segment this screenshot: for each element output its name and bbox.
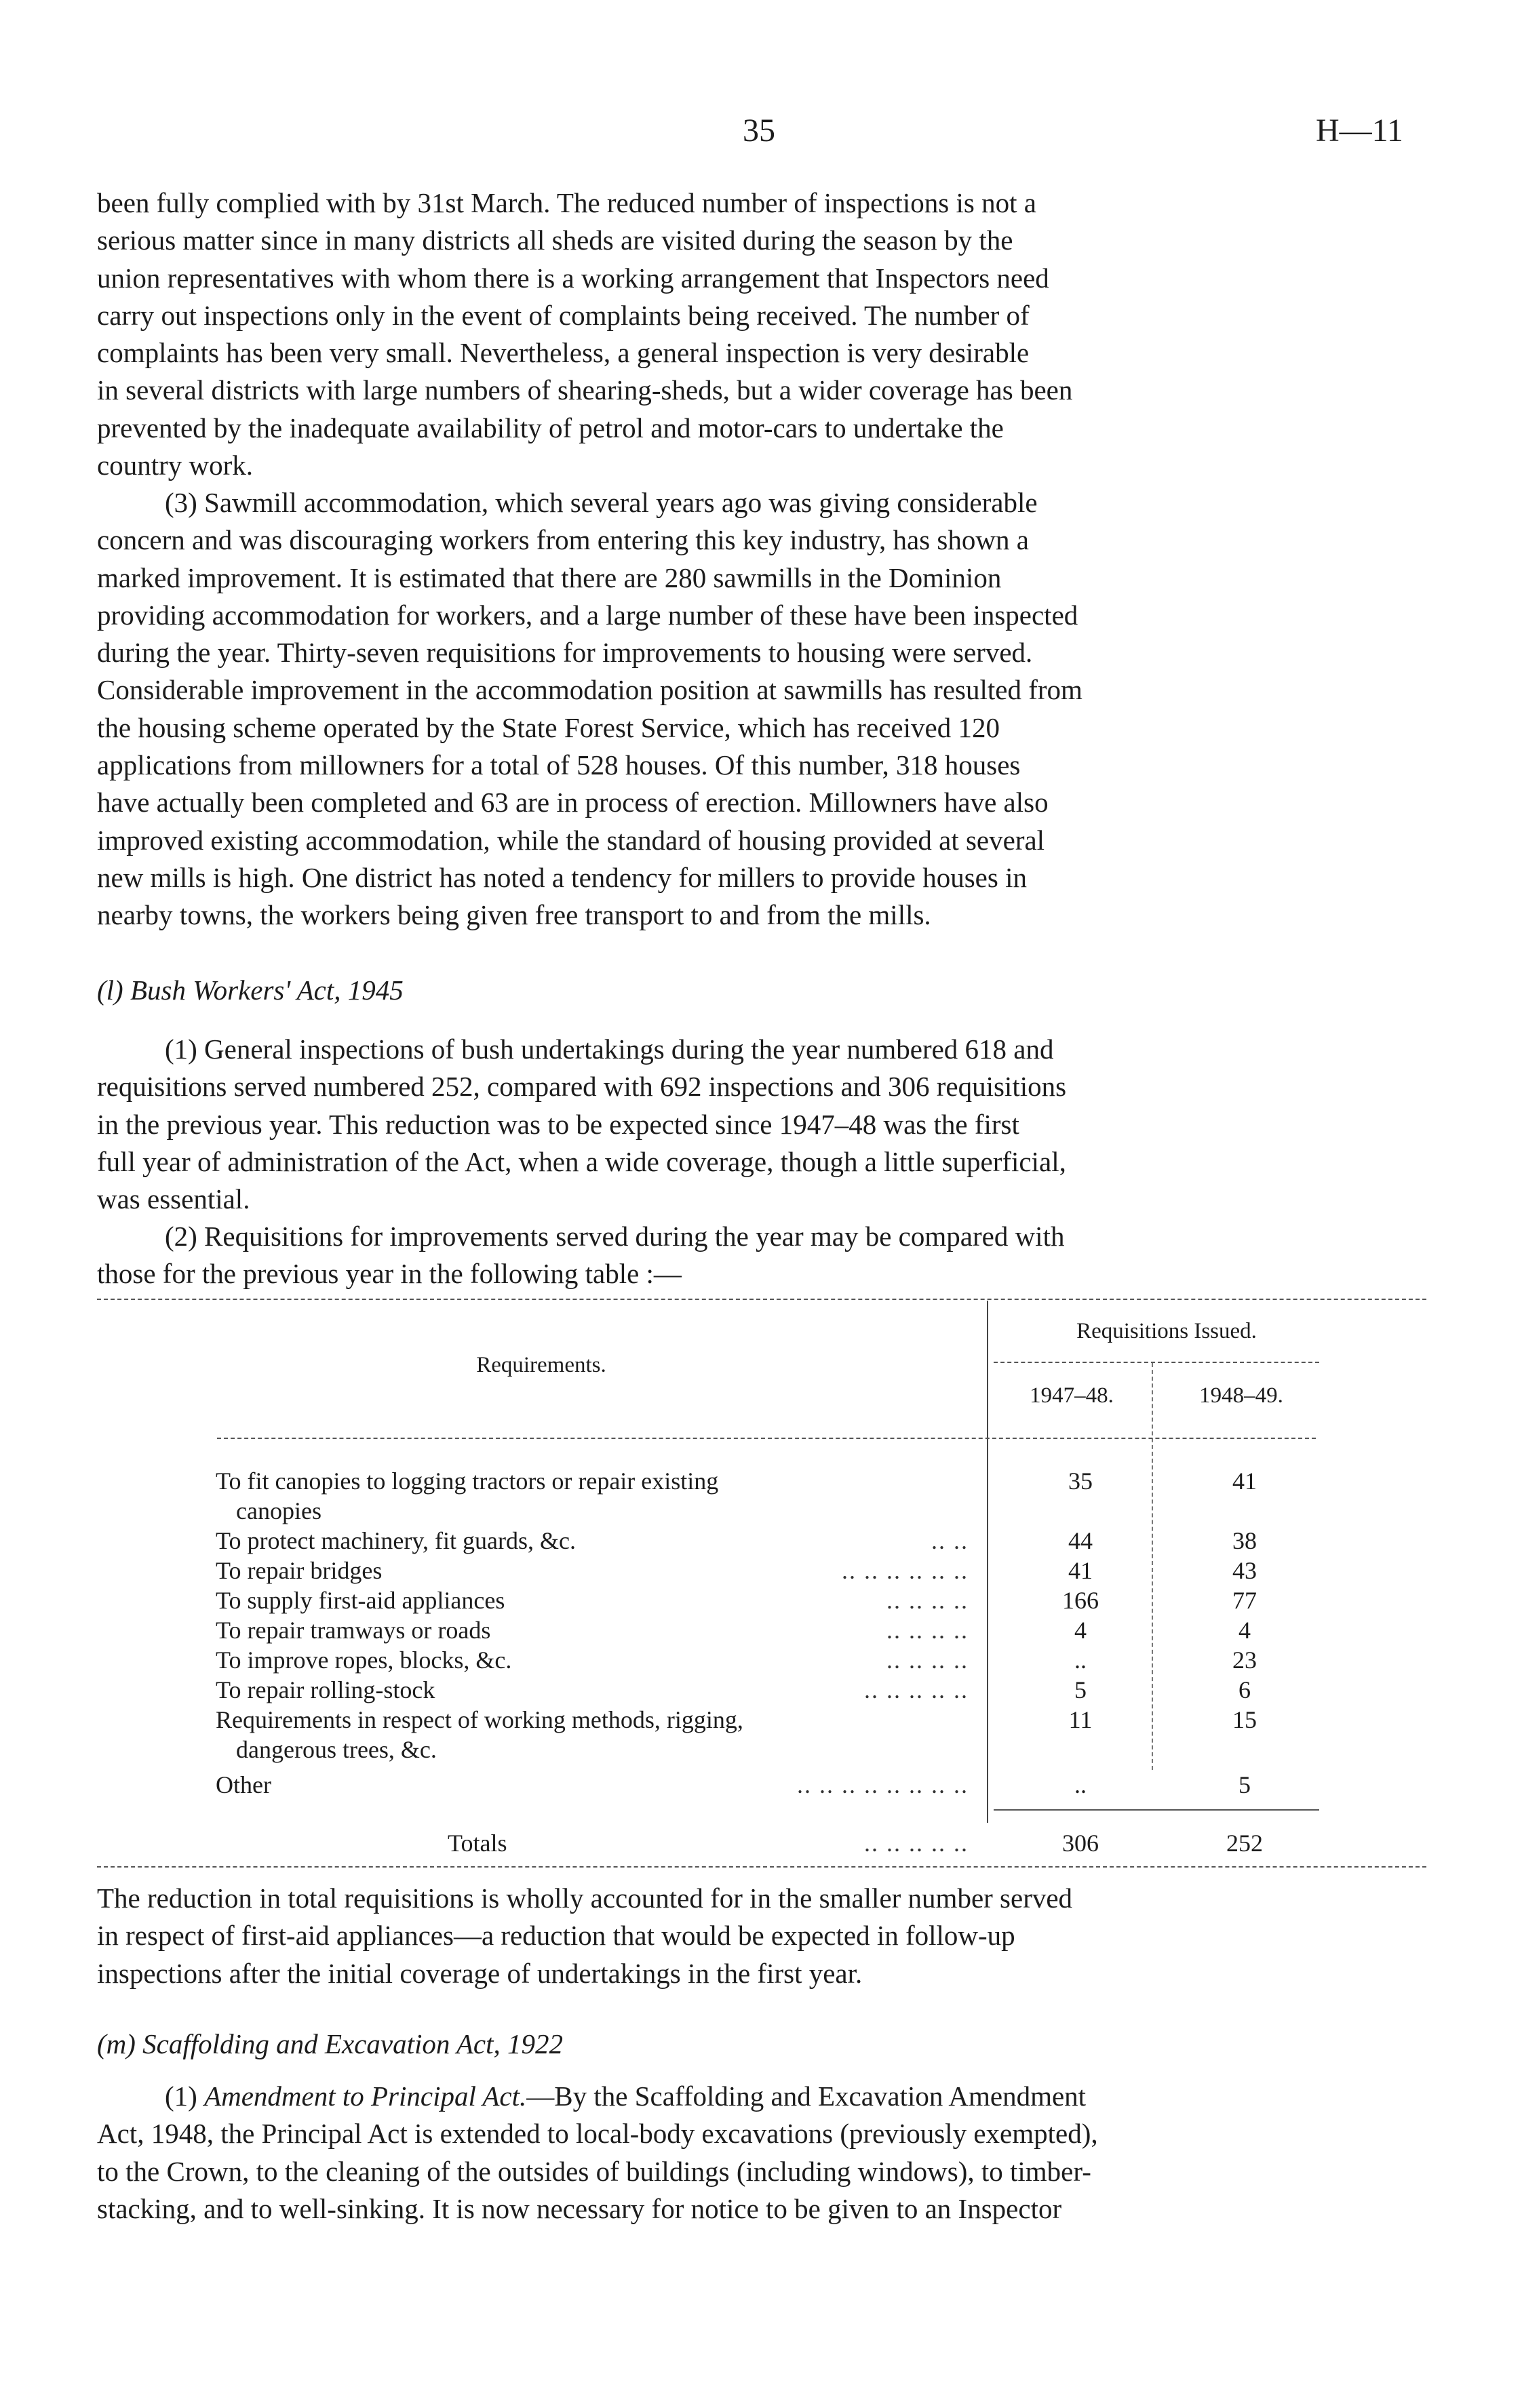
paragraph-bush-2 [97, 1218, 1440, 1293]
table-totals-label: Totals .. .. .. .. .. [448, 1830, 969, 1857]
text-line: carry out inspections only in the event of complaints being received. The number of [97, 299, 1030, 331]
table-top-rule [97, 1299, 1426, 1300]
row-label: To supply first-aid appliances [216, 1587, 505, 1614]
subheader-rule [994, 1362, 1319, 1363]
table-cell-1947: 4 [1074, 1617, 1087, 1644]
table-total-1948: 252 [1226, 1830, 1263, 1857]
row-label: To improve ropes, blocks, &c. [216, 1646, 512, 1674]
table-row-label: Other .. .. .. .. .. .. .. .. [216, 1771, 969, 1798]
table-cell-1948: 41 [1232, 1467, 1257, 1495]
text-line: in several districts with large numbers of shearing-sheds, but a wider coverage has been [97, 374, 1073, 406]
row-label: Other [216, 1771, 271, 1798]
column-header-requisitions: Requisitions Issued. [1076, 1319, 1257, 1343]
text-line: Act, 1948, the Principal Act is extended to local-body excavations (previously exempted), [97, 2118, 1098, 2150]
section-letter: (m) [97, 2028, 136, 2059]
text-line: new mills is high. One district has noted a tendency for millers to provide houses in [97, 861, 1027, 893]
text-line: prevented by the inadequate availability of petrol and motor-cars to undertake the [97, 412, 1004, 443]
header-bottom-rule [217, 1438, 1316, 1439]
paragraph-lead: (1) [165, 2080, 197, 2112]
table-bottom-rule [97, 1866, 1426, 1868]
table-cell-1948: 77 [1232, 1587, 1257, 1614]
column-header-requirements: Requirements. [476, 1353, 606, 1377]
table-cell-1948: 6 [1238, 1676, 1251, 1703]
row-label: To repair tramways or roads [216, 1617, 491, 1644]
table-column-rule [987, 1301, 988, 1823]
table-cell-1948: 5 [1238, 1771, 1251, 1798]
text-line: country work. [97, 450, 254, 481]
text-line: the housing scheme operated by the State Forest Service, which has received 120 [97, 711, 1000, 743]
table-cell-1947: 166 [1062, 1587, 1099, 1614]
text-line: concern and was discouraging workers from entering this key industry, has shown a [97, 524, 1029, 556]
text-line: in respect of first-aid appliances—a reduction that would be expected in follow-up [97, 1920, 1015, 1952]
text-line: those for the previous year in the following table :— [97, 1258, 682, 1290]
text-line: in the previous year. This reduction was to be expected since 1947–48 was the first [97, 1108, 1019, 1140]
table-cell-1948: 43 [1232, 1557, 1257, 1584]
text-line: The reduction in total requisitions is wholly accounted for in the smaller number served [97, 1882, 1073, 1914]
section-title: Scaffolding and Excavation Act, 1922 [142, 2028, 563, 2059]
section-m-heading [97, 2028, 563, 2060]
table-cell-1948: 38 [1232, 1527, 1257, 1554]
text-line: was essential. [97, 1183, 250, 1215]
text-line: been fully complied with by 31st March. The reduced number of inspections is not a [97, 187, 1036, 218]
table-cell-1947: 44 [1068, 1527, 1093, 1554]
page-number: 35 [743, 113, 775, 149]
table-row-label: To protect machinery, fit guards, &c. .. .. [216, 1527, 969, 1554]
table-row-label [216, 1705, 969, 1764]
table-cell-1948: 15 [1232, 1706, 1257, 1733]
text-line: during the year. Thirty-seven requisitions for improvements to housing were served. [97, 637, 1033, 669]
row-label: To repair rolling-stock [216, 1676, 435, 1703]
text-line: improved existing accommodation, while the standard of housing provided at several [97, 824, 1045, 856]
table-cell-1947: .. [1074, 1771, 1087, 1798]
table-cell-1947: 41 [1068, 1557, 1093, 1584]
text-line [97, 2078, 1440, 2115]
table-cell-1948: 4 [1238, 1617, 1251, 1644]
table-row-label: To repair rolling-stock .. .. .. .. .. [216, 1676, 969, 1703]
text-line: marked improvement. It is estimated that there are 280 sawmills in the Dominion [97, 561, 1002, 593]
table-cell-1947: .. [1074, 1646, 1087, 1674]
totals-label: Totals [448, 1830, 507, 1857]
paragraph-lead-italic: Amendment to Principal Act. [204, 2080, 527, 2112]
table-cell-1947: 11 [1068, 1706, 1093, 1733]
table-row-label: To supply first-aid appliances .. .. .. .. [216, 1587, 969, 1614]
table-year-rule [1152, 1363, 1153, 1770]
row-label: To protect machinery, fit guards, &c. [216, 1527, 576, 1554]
table-row-label [216, 1466, 969, 1526]
text-line: serious matter since in many districts all sheds are visited during the season by the [97, 224, 1013, 256]
text-line: providing accommodation for workers, and a large number of these have been inspected [97, 599, 1078, 631]
row-label-line: To fit canopies to logging tractors or repair existing [216, 1467, 719, 1495]
document-reference: H—11 [1316, 113, 1403, 149]
text-line: (2) Requisitions for improvements served during the year may be compared with [165, 1221, 1065, 1252]
section-letter: (l) [97, 974, 123, 1006]
table-row-label: To improve ropes, blocks, &c. .. .. .. .. [216, 1646, 969, 1674]
table-row-label: To repair tramways or roads .. .. .. .. [216, 1617, 969, 1644]
table-row-label: To repair bridges .. .. .. .. .. .. [216, 1557, 969, 1584]
text-line: Considerable improvement in the accommodation position at sawmills has resulted from [97, 674, 1082, 706]
text-line: (1) General inspections of bush undertakings during the year numbered 618 and [165, 1033, 1054, 1065]
paragraph-scaffolding [97, 2078, 1440, 2228]
table-total-1947: 306 [1062, 1830, 1099, 1857]
paragraph-sawmill [97, 484, 1440, 934]
text-line: union representatives with whom there is a working arrangement that Inspectors need [97, 262, 1049, 294]
paragraph-lead-rest: —By the Scaffolding and Excavation Amendment [526, 2080, 1087, 2112]
totals-rule [994, 1809, 1319, 1811]
section-l-heading [97, 974, 404, 1006]
text-line: nearby towns, the workers being given free transport to and from the mills. [97, 899, 931, 931]
row-label-line: canopies [236, 1497, 321, 1524]
column-header-year1: 1947–48. [1030, 1383, 1114, 1408]
text-line: requisitions served numbered 252, compared with 692 inspections and 306 requisitions [97, 1071, 1067, 1103]
paragraph-after-table [97, 1880, 1440, 1992]
column-header-year2: 1948–49. [1199, 1383, 1283, 1408]
table-cell-1947: 5 [1074, 1676, 1087, 1703]
paragraph-bush-1 [97, 1031, 1440, 1218]
section-title: Bush Workers' Act, 1945 [130, 974, 404, 1006]
text-line: applications from millowners for a total of 528 houses. Of this number, 318 houses [97, 749, 1021, 781]
row-label: To repair bridges [216, 1557, 383, 1584]
table-cell-1947: 35 [1068, 1467, 1093, 1495]
text-line: to the Crown, to the cleaning of the outsides of buildings (including windows), to timber- [97, 2155, 1091, 2187]
text-line: have actually been completed and 63 are in process of erection. Millowners have also [97, 787, 1049, 818]
text-line: full year of administration of the Act, when a wide coverage, though a little superficial, [97, 1145, 1066, 1177]
text-line: (3) Sawmill accommodation, which several years ago was giving considerable [165, 487, 1038, 518]
text-line: inspections after the initial coverage of undertakings in the first year. [97, 1957, 863, 1989]
text-line: complaints has been very small. Nevertheless, a general inspection is very desirable [97, 337, 1030, 369]
row-label-line: dangerous trees, &c. [236, 1736, 437, 1763]
text-line: stacking, and to well-sinking. It is now necessary for notice to be given to an Inspector [97, 2192, 1062, 2224]
row-label-line: Requirements in respect of working methods, rigging, [216, 1706, 743, 1733]
table-cell-1948: 23 [1232, 1646, 1257, 1674]
paragraph-continuation [97, 184, 1440, 484]
